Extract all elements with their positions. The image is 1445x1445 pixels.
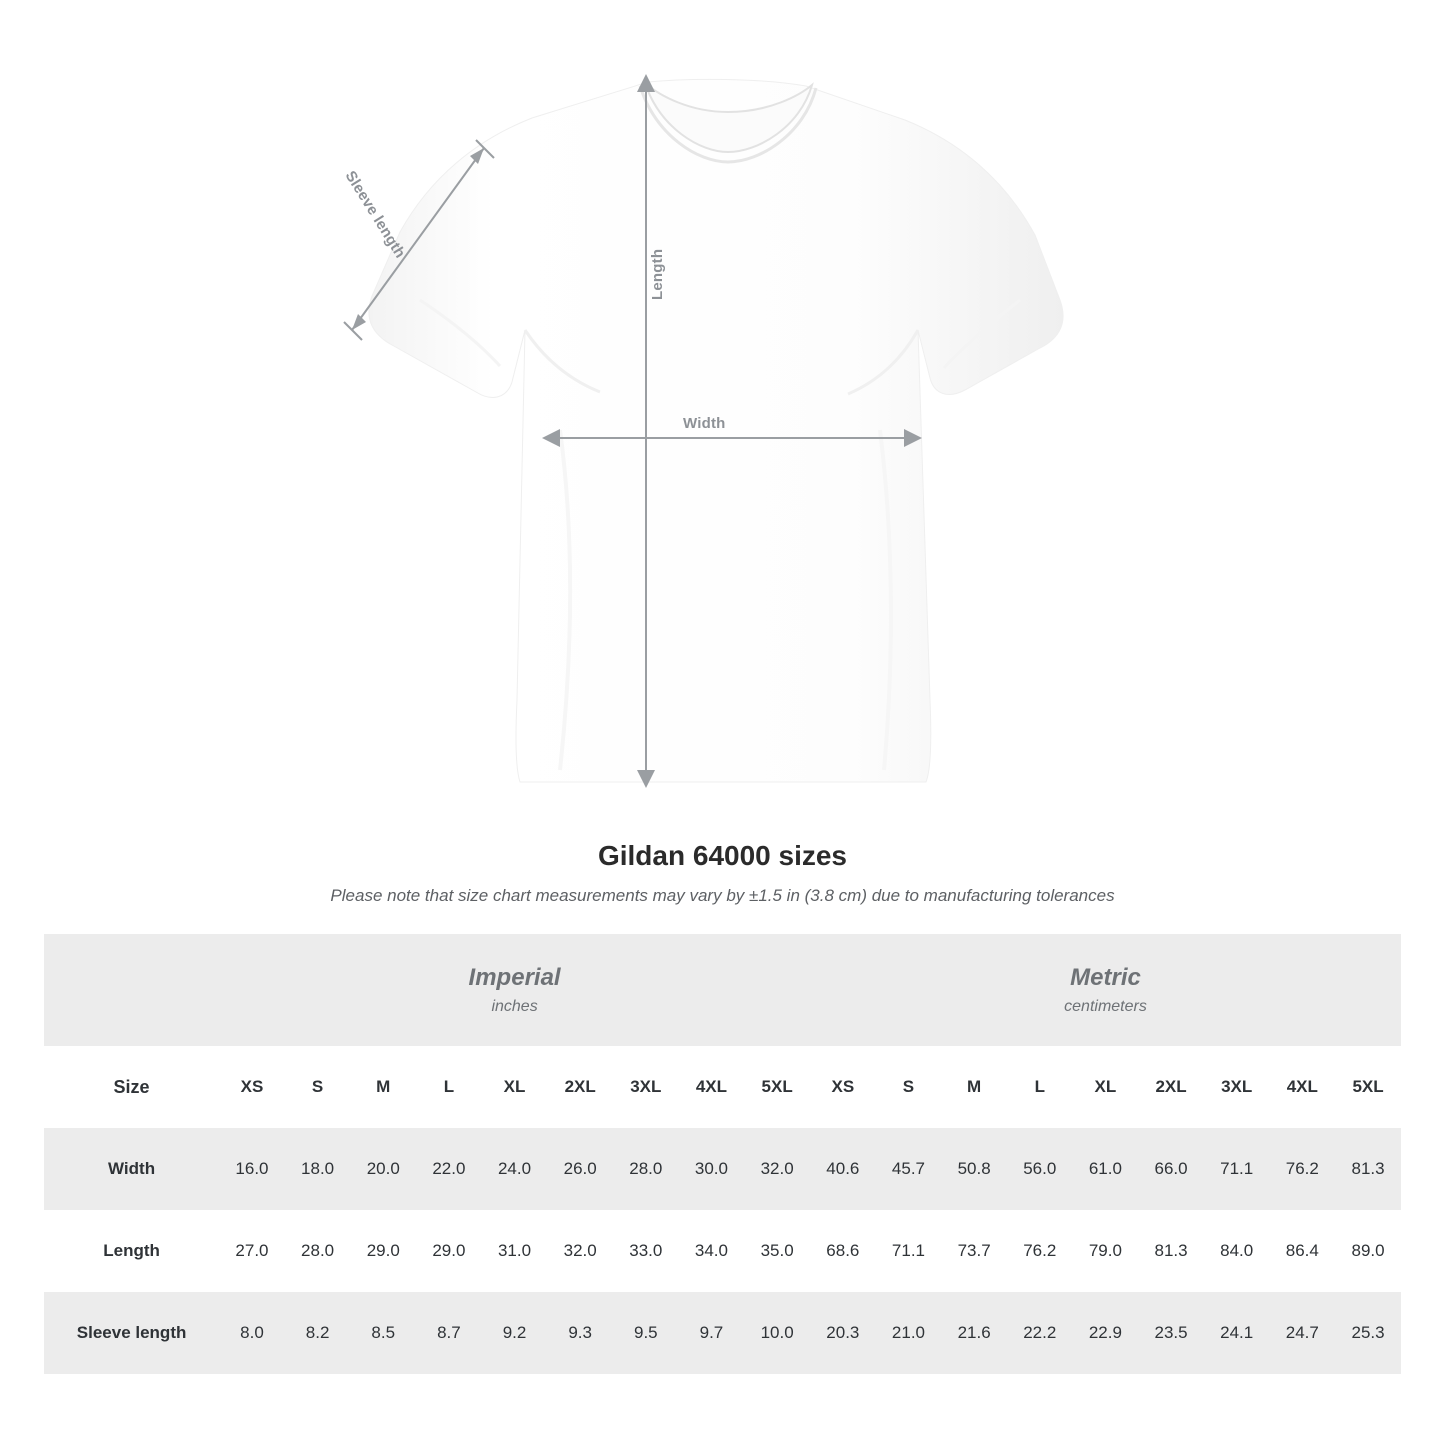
size-table-wrapper (44, 934, 1401, 1374)
cell-width-metric: 56.0 (1007, 1128, 1073, 1210)
cell-width-metric: 71.1 (1204, 1128, 1270, 1210)
size-header-cell: L (416, 1046, 482, 1128)
cell-length-metric: 81.3 (1138, 1210, 1204, 1292)
cell-sleeve-metric: 22.2 (1007, 1292, 1073, 1374)
cell-length-imperial: 31.0 (482, 1210, 548, 1292)
cell-length-imperial: 27.0 (219, 1210, 285, 1292)
size-header-cell: 5XL (1335, 1046, 1401, 1128)
cell-length-imperial: 29.0 (416, 1210, 482, 1292)
table-row (44, 1292, 1401, 1374)
cell-sleeve-imperial: 9.7 (679, 1292, 745, 1374)
row-label-sleeve-length: Sleeve length (44, 1292, 219, 1374)
row-label-width: Width (44, 1128, 219, 1210)
cell-sleeve-imperial: 9.2 (482, 1292, 548, 1374)
cell-length-metric: 71.1 (876, 1210, 942, 1292)
size-header-label: Size (44, 1046, 219, 1128)
size-header-cell: M (350, 1046, 416, 1128)
cell-sleeve-imperial: 10.0 (744, 1292, 810, 1374)
cell-sleeve-imperial: 8.2 (285, 1292, 351, 1374)
cell-length-imperial: 32.0 (547, 1210, 613, 1292)
cell-width-metric: 45.7 (876, 1128, 942, 1210)
size-header-cell: XL (482, 1046, 548, 1128)
cell-length-metric: 79.0 (1073, 1210, 1139, 1292)
cell-length-metric: 76.2 (1007, 1210, 1073, 1292)
cell-sleeve-imperial: 8.0 (219, 1292, 285, 1374)
cell-width-imperial: 28.0 (613, 1128, 679, 1210)
unit-group-metric-name: Metric (1070, 964, 1141, 991)
sleeve-length-label: Sleeve length (341, 168, 409, 262)
cell-sleeve-metric: 20.3 (810, 1292, 876, 1374)
tolerance-note: Please note that size chart measurements may vary by ±1.5 in (3.8 cm) due to manufacturing tolerances (330, 886, 1115, 905)
cell-length-metric: 86.4 (1270, 1210, 1336, 1292)
cell-width-imperial: 16.0 (219, 1128, 285, 1210)
cell-sleeve-metric: 21.6 (941, 1292, 1007, 1374)
cell-sleeve-metric: 23.5 (1138, 1292, 1204, 1374)
size-header-cell: 4XL (679, 1046, 745, 1128)
unit-group-imperial-sub: inches (491, 998, 538, 1015)
row-label-length: Length (44, 1210, 219, 1292)
cell-width-imperial: 26.0 (547, 1128, 613, 1210)
cell-width-metric: 76.2 (1270, 1128, 1336, 1210)
cell-sleeve-metric: 25.3 (1335, 1292, 1401, 1374)
size-header-cell: 4XL (1270, 1046, 1336, 1128)
size-header-cell: XS (810, 1046, 876, 1128)
cell-width-metric: 66.0 (1138, 1128, 1204, 1210)
width-label: Width (683, 415, 726, 432)
size-header-cell: 5XL (744, 1046, 810, 1128)
title-block (0, 840, 1445, 906)
size-header-cell: 2XL (1138, 1046, 1204, 1128)
cell-sleeve-imperial: 9.5 (613, 1292, 679, 1374)
cell-width-metric: 40.6 (810, 1128, 876, 1210)
length-label: Length (649, 248, 666, 300)
cell-length-imperial: 34.0 (679, 1210, 745, 1292)
page-title: Gildan 64000 sizes (597, 840, 848, 871)
cell-length-imperial: 33.0 (613, 1210, 679, 1292)
size-header-cell: XS (219, 1046, 285, 1128)
unit-header-spacer (44, 934, 219, 1046)
cell-sleeve-metric: 24.1 (1204, 1292, 1270, 1374)
size-header-cell: S (285, 1046, 351, 1128)
unit-group-imperial (219, 934, 810, 1046)
cell-length-imperial: 28.0 (285, 1210, 351, 1292)
cell-sleeve-metric: 22.9 (1073, 1292, 1139, 1374)
size-header-cell: 2XL (547, 1046, 613, 1128)
table-row (44, 1210, 1401, 1292)
cell-length-metric: 89.0 (1335, 1210, 1401, 1292)
cell-sleeve-metric: 21.0 (876, 1292, 942, 1374)
cell-width-metric: 50.8 (941, 1128, 1007, 1210)
cell-length-metric: 73.7 (941, 1210, 1007, 1292)
table-row (44, 1128, 1401, 1210)
unit-group-metric (810, 934, 1401, 1046)
size-header-cell: L (1007, 1046, 1073, 1128)
cell-width-imperial: 24.0 (482, 1128, 548, 1210)
cell-width-imperial: 30.0 (679, 1128, 745, 1210)
size-header-row (44, 1046, 1401, 1128)
cell-length-imperial: 35.0 (744, 1210, 810, 1292)
cell-width-imperial: 32.0 (744, 1128, 810, 1210)
size-table (44, 934, 1401, 1374)
cell-width-metric: 61.0 (1073, 1128, 1139, 1210)
cell-length-imperial: 29.0 (350, 1210, 416, 1292)
cell-length-metric: 84.0 (1204, 1210, 1270, 1292)
cell-sleeve-metric: 24.7 (1270, 1292, 1336, 1374)
size-header-cell: 3XL (1204, 1046, 1270, 1128)
size-header-cell: XL (1073, 1046, 1139, 1128)
unit-header-row (44, 934, 1401, 1046)
cell-sleeve-imperial: 8.7 (416, 1292, 482, 1374)
size-header-cell: M (941, 1046, 1007, 1128)
cell-sleeve-imperial: 9.3 (547, 1292, 613, 1374)
cell-width-imperial: 22.0 (416, 1128, 482, 1210)
size-header-cell: S (876, 1046, 942, 1128)
cell-sleeve-imperial: 8.5 (350, 1292, 416, 1374)
unit-group-metric-sub: centimeters (1064, 998, 1147, 1015)
cell-width-imperial: 18.0 (285, 1128, 351, 1210)
unit-group-imperial-name: Imperial (468, 964, 561, 991)
cell-length-metric: 68.6 (810, 1210, 876, 1292)
cell-width-imperial: 20.0 (350, 1128, 416, 1210)
cell-width-metric: 81.3 (1335, 1128, 1401, 1210)
size-header-cell: 3XL (613, 1046, 679, 1128)
